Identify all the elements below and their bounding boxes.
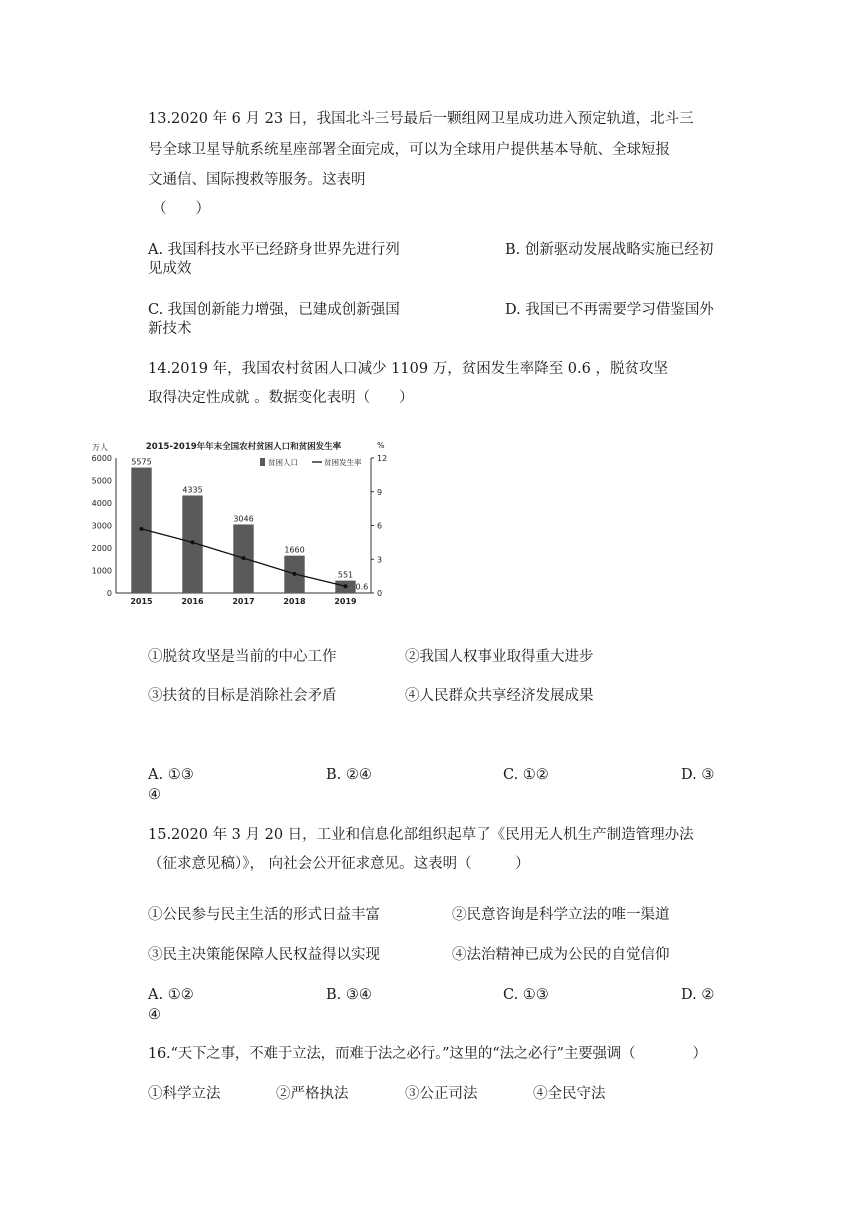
chart-left-tick-label: 1000 [91, 566, 112, 576]
q15-option-d: D. ② [681, 987, 715, 1003]
q16-statement-3: ③公正司法 [405, 1086, 478, 1102]
q14-statement-4: ④人民群众共享经济发展成果 [405, 688, 594, 704]
chart-rate-point [191, 540, 195, 544]
q13-stem-line3: 文通信、国际搜救等服务。这表明 [148, 172, 366, 188]
chart-right-axis-unit: % [377, 441, 385, 450]
q14-statement-1: ①脱贫攻坚是当前的中心工作 [148, 649, 337, 665]
chart-x-tick-label: 2018 [283, 597, 306, 606]
q15-statement-4: ④法治精神已成为公民的自觉信仰 [452, 947, 670, 963]
chart-x-tick-label: 2015 [130, 597, 153, 606]
chart-x-tick-label: 2017 [232, 597, 255, 606]
poverty-chart-svg [88, 438, 388, 610]
chart-legend-bar-label: 贫困人口 [268, 458, 298, 467]
chart-left-tick-label: 6000 [91, 454, 112, 463]
chart-rate-point [293, 572, 297, 576]
q14-statement-3: ③扶贫的目标是消除社会矛盾 [148, 688, 337, 704]
q14-statement-2: ②我国人权事业取得重大进步 [405, 649, 594, 665]
q13-option-c: C. 我国创新能力增强，已建成创新强国 [148, 302, 400, 318]
q15-option-b: B. ③④ [326, 987, 372, 1003]
chart-legend-line-label: 贫困发生率 [324, 458, 362, 467]
poverty-chart [88, 438, 388, 610]
q14-option-c: C. ①② [503, 767, 549, 783]
q15-option-c: C. ①③ [503, 987, 549, 1003]
chart-bar-value-label: 3046 [233, 514, 254, 524]
chart-title: 2015-2019年年末全国农村贫困人口和贫困发生率 [145, 442, 342, 452]
q16-stem: 16.“天下之事，不难于立法，而难于法之必行。”这里的“法之必行”主要强调（ ） [148, 1046, 707, 1062]
chart-bar-value-label: 551 [337, 570, 354, 580]
q15-stem-line1: 15.2020 年 3 月 20 日，工业和信息化部组织起草了《民用无人机生产制造管理办法 [148, 827, 694, 843]
chart-bar-value-label: 5575 [131, 457, 152, 467]
q14-option-d: D. ③ [681, 767, 715, 783]
q13-stem-line2: 号全球卫星导航系统星座部署全面完成，可以为全球用户提供基本导航、全球短报 [148, 142, 670, 158]
q14-stem-line1: 14.2019 年，我国农村贫困人口减少 1109 万，贫困发生率降至 0.6 ，脱贫攻坚 [148, 361, 668, 377]
chart-left-tick-label: 2000 [91, 544, 112, 553]
q15-option-a: A. ①② [148, 987, 194, 1003]
q13-stem-line1: 13.2020 年 6 月 23 日，我国北斗三号最后一颗组网卫星成功进入预定轨道，北斗三 [148, 111, 694, 127]
q16-statement-1: ①科学立法 [148, 1086, 221, 1102]
chart-right-tick-label: 9 [377, 487, 383, 497]
q14-option-b: B. ②④ [326, 767, 372, 783]
q13-option-d: D. 我国已不再需要学习借鉴国外 [505, 302, 714, 318]
chart-rate-point [242, 556, 246, 560]
q13-option-c-cont: 新技术 [148, 321, 192, 337]
q16-statement-4: ④全民守法 [533, 1086, 606, 1102]
chart-legend-bar-swatch [260, 458, 265, 466]
chart-right-tick-label: 3 [377, 555, 383, 565]
q14-option-a: A. ①③ [148, 767, 194, 783]
q14-stem-line2: 取得决定性成就 。数据变化表明（ ） [148, 390, 414, 406]
chart-bar-value-label: 4335 [182, 485, 203, 495]
chart-left-axis-unit: 万人 [92, 443, 108, 452]
chart-left-tick-label: 4000 [91, 499, 112, 508]
chart-rate-point [140, 527, 144, 531]
chart-left-tick-label: 0 [106, 589, 112, 598]
chart-right-tick-label: 12 [377, 454, 388, 463]
q15-statement-3: ③民主决策能保障人民权益得以实现 [148, 947, 380, 963]
q13-answer-paren: （ ） [152, 201, 210, 217]
chart-bar-value-label: 1660 [284, 545, 305, 555]
chart-left-tick-label: 5000 [91, 476, 112, 486]
q16-statement-2: ②严格执法 [276, 1086, 349, 1102]
q14-option-d-cont: ④ [148, 787, 161, 803]
q13-option-a: A. 我国科技水平已经跻身世界先进行列 [148, 242, 400, 258]
q15-option-d-cont: ④ [148, 1007, 161, 1023]
chart-x-tick-label: 2016 [181, 597, 204, 606]
chart-left-tick-label: 3000 [91, 521, 112, 531]
chart-right-tick-label: 0 [377, 589, 383, 598]
chart-rate-end-label: 0.6 [355, 582, 369, 592]
q13-option-b: B. 创新驱动发展战略实施已经初 [505, 242, 714, 258]
chart-x-tick-label: 2019 [334, 597, 357, 606]
chart-right-tick-label: 6 [377, 521, 383, 531]
q15-statement-2: ②民意咨询是科学立法的唯一渠道 [452, 907, 670, 923]
q13-option-a-cont: 见成效 [148, 261, 192, 277]
q15-stem-line2: （征求意见稿）》， 向社会公开征求意见。这表明（ ） [148, 856, 530, 872]
chart-rate-point [344, 584, 348, 588]
q15-statement-1: ①公民参与民主生活的形式日益丰富 [148, 907, 380, 923]
